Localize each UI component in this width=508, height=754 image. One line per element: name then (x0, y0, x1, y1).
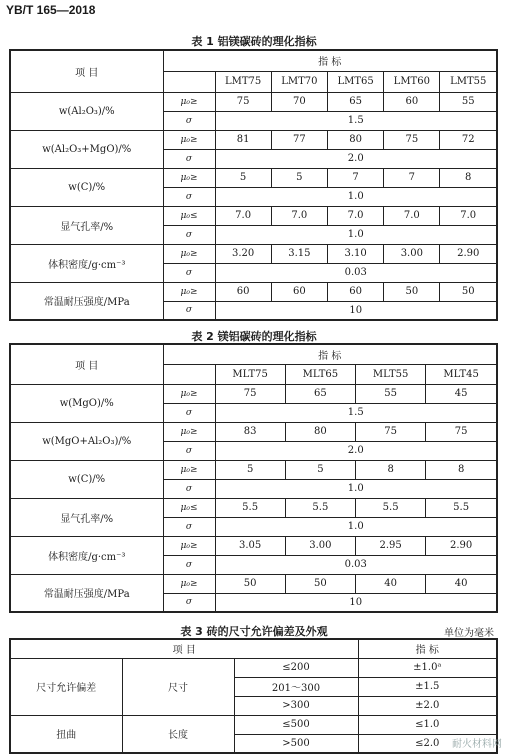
t1-grade: LMT65 (327, 71, 383, 92)
value-cell: 45 (426, 384, 497, 403)
t3-value: ≤2.0 (358, 734, 497, 753)
table-row (10, 498, 497, 517)
mean-symbol: μ₀≥ (163, 244, 215, 263)
value-cell: 77 (271, 130, 327, 149)
t3-col-index: 指 标 (358, 639, 497, 658)
watermark: 耐火材料网 (452, 739, 502, 750)
value-cell: 7.0 (215, 206, 271, 225)
t3-value: ±1.5 (358, 677, 497, 696)
table-row (10, 460, 497, 479)
value-cell: 7 (327, 168, 383, 187)
standard-header: YB/T 165—2018 (6, 3, 96, 17)
sigma-symbol: σ (163, 403, 215, 422)
t3-twist-label: 扭曲 (10, 715, 122, 753)
mean-symbol: μ₀≥ (163, 384, 215, 403)
value-cell: 50 (440, 282, 497, 301)
table-row (10, 168, 497, 187)
value-cell: 5.5 (426, 498, 497, 517)
value-cell: 80 (285, 422, 355, 441)
value-cell: 7.0 (271, 206, 327, 225)
t2-col-index: 指 标 (163, 344, 497, 364)
value-cell: 8 (426, 460, 497, 479)
value-cell: 7.0 (440, 206, 497, 225)
value-cell: 2.90 (440, 244, 497, 263)
value-cell: 55 (356, 384, 426, 403)
sigma-value: 10 (215, 593, 497, 612)
sigma-value: 1.5 (215, 111, 497, 130)
value-cell: 65 (285, 384, 355, 403)
table2-caption: 表 2 镁铝碳砖的理化指标 (191, 330, 317, 343)
table-row (10, 384, 497, 403)
sigma-value: 10 (215, 301, 497, 320)
sigma-symbol: σ (163, 479, 215, 498)
item-label: 显气孔率/% (10, 498, 163, 536)
table-row (10, 536, 497, 555)
value-cell: 40 (426, 574, 497, 593)
value-cell: 7.0 (327, 206, 383, 225)
t1-grade: LMT70 (271, 71, 327, 92)
t3-range: ≤200 (234, 658, 358, 677)
t3-range: ≤500 (234, 715, 358, 734)
table1-caption: 表 1 铝镁碳砖的理化指标 (191, 35, 317, 48)
table-row (10, 244, 497, 263)
t3-dev-label: 尺寸允许偏差 (10, 658, 122, 715)
value-cell: 40 (356, 574, 426, 593)
sigma-symbol: σ (163, 187, 215, 206)
value-cell: 83 (215, 422, 285, 441)
value-cell: 70 (271, 92, 327, 111)
value-cell: 60 (215, 282, 271, 301)
value-cell: 3.00 (285, 536, 355, 555)
table2 (9, 343, 498, 613)
item-label: 显气孔率/% (10, 206, 163, 244)
t2-grade: MLT65 (285, 364, 355, 384)
value-cell: 60 (384, 92, 440, 111)
item-label: w(C)/% (10, 168, 163, 206)
value-cell: 8 (440, 168, 497, 187)
value-cell: 2.95 (356, 536, 426, 555)
item-label: w(Al₂O₃+MgO)/% (10, 130, 163, 168)
sigma-symbol: σ (163, 149, 215, 168)
mean-symbol: μ₀≤ (163, 498, 215, 517)
sigma-value: 0.03 (215, 555, 497, 574)
table-row (10, 282, 497, 301)
value-cell: 3.05 (215, 536, 285, 555)
value-cell: 72 (440, 130, 497, 149)
item-label: w(Al₂O₃)/% (10, 92, 163, 130)
t2-grade: MLT75 (215, 364, 285, 384)
table1 (9, 49, 498, 321)
t1-grade: LMT60 (384, 71, 440, 92)
sigma-symbol: σ (163, 517, 215, 536)
value-cell: 75 (215, 92, 271, 111)
sigma-value: 0.03 (215, 263, 497, 282)
sigma-symbol: σ (163, 301, 215, 320)
t3-range: 201～300 (234, 677, 358, 696)
table-row (10, 92, 497, 111)
sigma-value: 1.0 (215, 187, 497, 206)
value-cell: 75 (384, 130, 440, 149)
value-cell: 50 (285, 574, 355, 593)
t3-col-item: 项 目 (10, 639, 358, 658)
value-cell: 81 (215, 130, 271, 149)
value-cell: 75 (215, 384, 285, 403)
value-cell: 3.00 (384, 244, 440, 263)
mean-symbol: μ₀≥ (163, 574, 215, 593)
value-cell: 65 (327, 92, 383, 111)
value-cell: 3.15 (271, 244, 327, 263)
value-cell: 75 (426, 422, 497, 441)
value-cell: 2.90 (426, 536, 497, 555)
item-label: 常温耐压强度/MPa (10, 574, 163, 612)
sigma-value: 2.0 (215, 441, 497, 460)
table-row (10, 422, 497, 441)
unit-note: 单位为毫米 (444, 628, 494, 639)
value-cell: 55 (440, 92, 497, 111)
sigma-value: 1.0 (215, 225, 497, 244)
mean-symbol: μ₀≥ (163, 92, 215, 111)
value-cell: 5 (215, 168, 271, 187)
mean-symbol: μ₀≥ (163, 168, 215, 187)
value-cell: 7 (384, 168, 440, 187)
t1-grade: LMT55 (440, 71, 497, 92)
sigma-symbol: σ (163, 441, 215, 460)
mean-symbol: μ₀≥ (163, 282, 215, 301)
item-label: w(C)/% (10, 460, 163, 498)
item-label: 体积密度/g·cm⁻³ (10, 536, 163, 574)
value-cell: 60 (327, 282, 383, 301)
value-cell: 3.10 (327, 244, 383, 263)
t3-length-label: 长度 (122, 715, 234, 753)
value-cell: 5.5 (285, 498, 355, 517)
item-label: w(MgO+Al₂O₃)/% (10, 422, 163, 460)
value-cell: 80 (327, 130, 383, 149)
value-cell: 7.0 (384, 206, 440, 225)
mean-symbol: μ₀≤ (163, 206, 215, 225)
table-row (10, 574, 497, 593)
t3-range: >500 (234, 734, 358, 753)
sigma-symbol: σ (163, 593, 215, 612)
t3-value: ±1.0ᵃ (358, 658, 497, 677)
value-cell: 60 (271, 282, 327, 301)
value-cell: 5 (215, 460, 285, 479)
t2-grade: MLT45 (426, 364, 497, 384)
mean-symbol: μ₀≥ (163, 422, 215, 441)
value-cell: 5 (271, 168, 327, 187)
mean-symbol: μ₀≥ (163, 460, 215, 479)
t1-col-item: 项 目 (10, 50, 163, 92)
item-label: w(MgO)/% (10, 384, 163, 422)
t3-size-label: 尺寸 (122, 658, 234, 715)
t3-range: >300 (234, 696, 358, 715)
table3-caption: 表 3 砖的尺寸允许偏差及外观 (180, 625, 328, 638)
t2-grade: MLT55 (356, 364, 426, 384)
sigma-symbol: σ (163, 263, 215, 282)
t1-grade: LMT75 (215, 71, 271, 92)
value-cell: 3.20 (215, 244, 271, 263)
item-label: 常温耐压强度/MPa (10, 282, 163, 320)
table-row (10, 130, 497, 149)
sigma-value: 1.0 (215, 479, 497, 498)
table3 (9, 638, 498, 754)
sigma-value: 2.0 (215, 149, 497, 168)
t1-col-index: 指 标 (163, 50, 497, 71)
mean-symbol: μ₀≥ (163, 130, 215, 149)
sigma-symbol: σ (163, 555, 215, 574)
value-cell: 5 (285, 460, 355, 479)
item-label: 体积密度/g·cm⁻³ (10, 244, 163, 282)
sigma-value: 1.5 (215, 403, 497, 422)
value-cell: 5.5 (356, 498, 426, 517)
t2-col-item: 项 目 (10, 344, 163, 384)
value-cell: 50 (215, 574, 285, 593)
sigma-value: 1.0 (215, 517, 497, 536)
value-cell: 8 (356, 460, 426, 479)
table-row (10, 206, 497, 225)
value-cell: 75 (356, 422, 426, 441)
sigma-symbol: σ (163, 111, 215, 130)
t3-value: ≤1.0 (358, 715, 497, 734)
sigma-symbol: σ (163, 225, 215, 244)
mean-symbol: μ₀≥ (163, 536, 215, 555)
t3-value: ±2.0 (358, 696, 497, 715)
value-cell: 5.5 (215, 498, 285, 517)
value-cell: 50 (384, 282, 440, 301)
